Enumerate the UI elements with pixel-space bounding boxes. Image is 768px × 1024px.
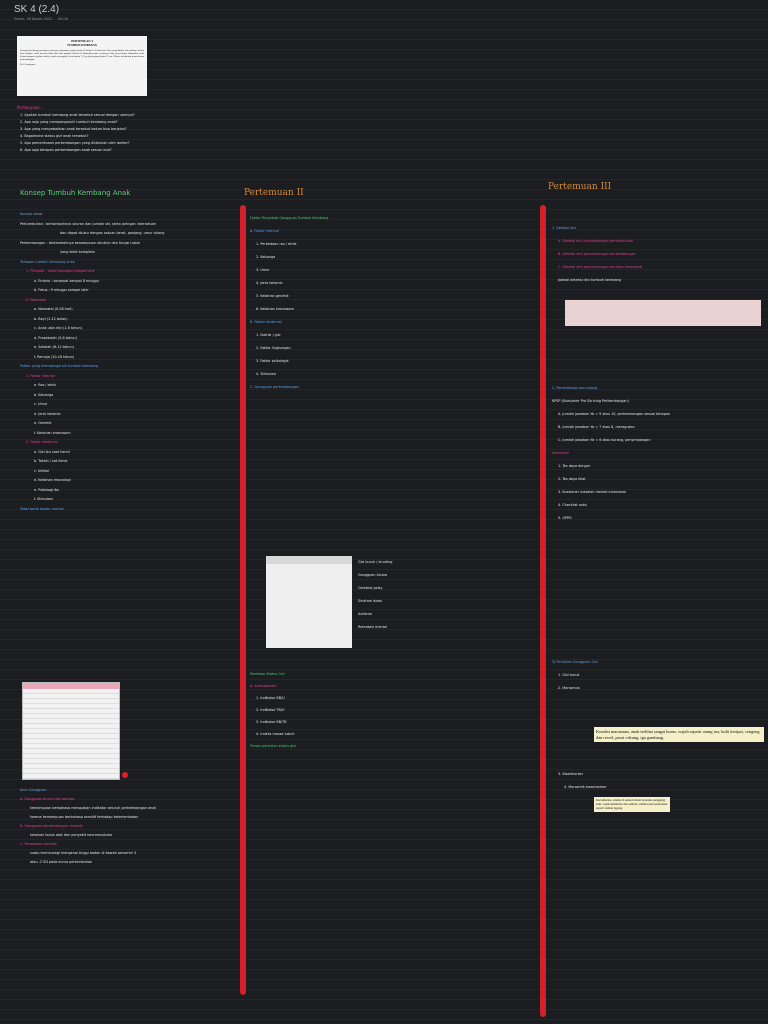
note-line: d. Prasekolah (3-6 tahun) xyxy=(34,335,77,340)
note-line: Gizi buruk / stunting xyxy=(358,560,393,564)
note-line: a. Gizi ibu saat hamil xyxy=(34,449,70,454)
question-item: 2. Apa saja yang mempengaruhi tumbuh kembang anak? xyxy=(20,120,118,124)
question-item: 4. Bagaimana status gizi anak tersebut? xyxy=(20,134,89,138)
note-line: yang lebih kompleks xyxy=(60,250,95,254)
col1-notes xyxy=(20,210,225,514)
note-line: b. Bayi (1-12 bulan) xyxy=(34,316,68,321)
date-text: Senin, 28 Maret 2022 xyxy=(14,16,53,21)
note-line: suatu terminologi mengenai tinggi badan di bawah persentil 3 xyxy=(30,851,136,855)
note-line: 5. GPPH xyxy=(558,516,572,520)
note-line: 1. Faktor internal xyxy=(26,373,55,378)
note-line: Retardasi mental xyxy=(358,625,387,629)
note-line: Perkembangan : bertambahnya kemampuan struktur dan fungsi tubuh xyxy=(20,240,141,245)
note-line: kelainan tonus otot dan penyakit neuromuskular xyxy=(30,833,113,837)
col1-lower-notes xyxy=(20,786,225,867)
note-line: A. Deteksi dini penyimpangan pertumbuhan xyxy=(558,239,634,243)
note-line: Pertumbuhan : bertambahnya ukuran dan jumlah sel, serta jaringan interseluler xyxy=(20,221,157,226)
note-line: 4. Marasmik-kwashiorkor xyxy=(564,785,607,789)
note-line: f. Remaja (10-18 tahun) xyxy=(34,354,75,359)
note-line: a. Ras / etnik xyxy=(34,383,57,387)
note-line: 1. Perbedaan ras / etnik xyxy=(256,242,297,246)
question-item: 5. Apa pemeriksaan perkembangan yang dilakukan oleh dokter? xyxy=(20,141,130,145)
col2-side-notes xyxy=(358,556,528,634)
note-line: 2. Postnatal xyxy=(26,297,46,302)
note-line: 1. Deteksi dini xyxy=(552,226,577,230)
note-line: B. Faktor eksternal xyxy=(250,320,282,324)
note-line: Proses penilaian status gizi xyxy=(250,744,296,748)
note-line: 2. Pemeriksaan penunjang xyxy=(552,386,598,390)
note-line: 2. Indikator TB/U xyxy=(256,708,285,712)
highlighted-marasmus-text: Kondisi marasmus, anak terlihat sangat kurus, wajah seperti orang tua, kulit keriput, cengeng dan rewel, perut cekung, iga gambang. xyxy=(594,727,764,742)
note-line: A. Gangguan bicara dan bahasa xyxy=(20,797,75,801)
note-line: Autisme xyxy=(358,612,372,616)
note-line: d. Kelainan imunologi xyxy=(34,478,71,482)
note-line: 5. Kelainan genetik xyxy=(256,294,289,298)
note-line: 1. Tes daya dengar xyxy=(558,464,591,468)
col3-heading: Pertemuan III xyxy=(548,182,612,192)
note-line: Konsep dasar xyxy=(20,212,43,216)
note-line: KPSP (Kuesioner Pra Skrining Perkembangan) xyxy=(552,399,629,403)
red-dot-marker xyxy=(122,772,128,778)
note-line: atau -2 SD pada kurva pertumbuhan xyxy=(30,860,93,864)
col3-mid-notes xyxy=(552,382,762,525)
paper-body: Seorang ibu datang membawa anak perempuannya yang berusia 18 bulan ke Puskesmas. Ibu mengeluhkan bila anaknya belum bisa berjalan. Anak tersebut tidak aktif dan tampak lebih kecil dibanding anak seusianya. Pada pemeriksaan didapatkan anak belum mampu berjalan sendiri, masih merangkak, berat badan 7,5 kg dan panjang badan 75 cm. Dokter melakukan pemeriksaan perkembangan. xyxy=(20,49,144,61)
col2-notes xyxy=(250,212,530,394)
note-line: C. Jumlah jawaban Ya = 6 atau kurang, penyimpangan xyxy=(558,438,651,442)
note-line: 3. Faktor psikologis xyxy=(256,359,289,363)
note-line: dan dapat diukur dengan satuan berat, panjang, umur tulang xyxy=(60,231,165,235)
questions-list xyxy=(20,112,200,154)
col3-bottom-notes xyxy=(558,768,758,794)
col1-heading: Konsep Tumbuh Kembang Anak xyxy=(20,189,131,197)
note-line: 2. Tes daya lihat xyxy=(558,477,586,481)
note-line: e. Psikologi ibu xyxy=(34,487,60,492)
note-line: Gangguan bicara xyxy=(358,573,388,577)
note-line: B. Jumlah jawaban Ya = 7 atau 8, meragukan xyxy=(558,425,635,429)
note-line: kemampuan berbahasa merupakan indikator seluruh perkembangan anak xyxy=(30,806,157,810)
note-line: Sindrom down xyxy=(358,599,383,603)
question-item: 1. Apakah tumbuh kembang anak tersebut sesuai dengan usianya? xyxy=(20,113,135,117)
col2-heading: Pertemuan II xyxy=(244,188,304,198)
note-line: 3. Indikator BB/TB xyxy=(256,720,287,724)
question-item: 6. Apa saja tahapan perkembangan anak sesuai usia? xyxy=(20,148,112,152)
note-line: 2. Faktor eksternal xyxy=(26,440,58,444)
table-row xyxy=(23,774,119,779)
column-divider xyxy=(240,205,246,995)
weight-table-image xyxy=(22,682,120,780)
note-line: d. Jenis kelamin xyxy=(34,411,61,416)
note-line: karena kemampuan berbahasa sensitif terhadap keterlambatan xyxy=(30,815,139,819)
note-line: 3. Kwashiorkor xyxy=(558,772,584,776)
note-line: A. Jumlah jawaban Ya = 9 atau 10, perkembangan sesuai tahapan xyxy=(558,412,671,416)
note-line: f. Stimulasi xyxy=(34,497,53,501)
note-line: 4. Indeks massa tubuh xyxy=(256,732,295,736)
note-line: B. Deteksi dini penyimpangan perkembangan xyxy=(558,252,636,256)
note-line: C. Deteksi dini penyimpangan perilaku emosional xyxy=(558,265,643,269)
page-date xyxy=(14,16,68,21)
note-line: 1. Gizi buruk xyxy=(558,673,580,677)
page-title: SK 4 (2.4) xyxy=(14,4,60,15)
note-line: e. Sekolah (6-12 tahun) xyxy=(34,345,74,349)
note-line: B. Gangguan perkembangan motorik xyxy=(20,824,83,828)
note-line: 3) Penilaian Gangguan Gizi xyxy=(552,660,598,664)
question-item: 3. Apa yang menyebabkan anak tersebut belum bisa berjalan? xyxy=(20,127,127,131)
pasted-case-text xyxy=(17,36,147,96)
pasted-schedule-image xyxy=(565,300,761,326)
note-line: c. Anak usia dini (1-6 tahun) xyxy=(34,326,82,330)
growth-chart-image xyxy=(266,556,352,648)
note-line: Tahapan tumbuh kembang anak xyxy=(20,259,75,264)
note-line: 1. Nutrisi / gizi xyxy=(256,333,281,337)
note-line: C. Perawakan pendek xyxy=(20,842,57,846)
note-line: 1. Prenatal : mulai konsepsi sampai lahir xyxy=(26,269,95,273)
note-line: c. Umur xyxy=(34,402,48,406)
note-line: Cerebral palsy xyxy=(358,586,383,590)
note-line: 1. Indikator BB/U xyxy=(256,696,285,700)
questions-label: Pertanyaan : xyxy=(17,105,43,110)
note-line: Faktor Penyebab Gangguan Tumbuh Kembang xyxy=(250,216,329,220)
col2-lower-notes xyxy=(250,668,530,752)
note-line: 6. Kelainan kromosom xyxy=(256,307,294,311)
note-line: 4. Stimulasi xyxy=(256,372,276,376)
note-line: 2. Marasmus xyxy=(558,686,580,690)
column-divider xyxy=(540,205,546,1017)
note-line: Jenis Gangguan xyxy=(20,788,47,792)
note-line: Penilaian Status Gizi xyxy=(250,672,285,676)
col3-lower-notes xyxy=(552,656,762,695)
note-line: 3. Umur xyxy=(256,268,270,272)
note-line: 3. Kuesioner masalah mental emosional xyxy=(558,490,626,494)
note-line: Intervensi xyxy=(552,451,569,455)
highlighted-kwashiorkor-text: Kwashiorkor, edema di seluruh tubuh terutama punggung kaki, wajah membulat dan sembab, rambut tipis kemerahan seperti rambut jagung. xyxy=(594,797,670,812)
note-line: f. Kelainan kromosom xyxy=(34,430,71,435)
note-line: Faktor yang mempengaruhi tumbuh kembang xyxy=(20,364,99,368)
paper-heading-1: PERTEMUAN 4 xyxy=(71,39,93,43)
image-header-bar xyxy=(266,556,352,564)
note-line: C. Gangguan perkembangan xyxy=(250,385,299,389)
col3-notes xyxy=(552,222,762,287)
note-line: c. Infeksi xyxy=(34,468,50,473)
note-line: b. Fetus : 9 minggu sampai lahir xyxy=(34,288,89,292)
note-line: 4. Jenis kelamin xyxy=(256,281,283,285)
note-line: a. Embrio : konsepsi sampai 8 minggu xyxy=(34,278,99,283)
paper-heading-2: TUMBUH KEMBANG xyxy=(66,43,98,47)
note-line: 4. Checklist autis xyxy=(558,503,588,507)
note-line: e. Genetik xyxy=(34,421,52,425)
note-line: 2. Keluarga xyxy=(256,255,276,259)
paper-footer: Kel. Pertanyaan xyxy=(20,63,36,66)
note-line: a. Neonatal (0-28 hari) xyxy=(34,307,73,311)
note-line: Tabel berat badan normal xyxy=(20,506,64,511)
time-text: 00.08 xyxy=(57,16,68,21)
note-line: 2. Faktor lingkungan xyxy=(256,346,291,350)
note-line: Jadwal deteksi dini tumbuh kembang xyxy=(558,278,621,282)
note-line: A. Faktor internal xyxy=(250,229,279,233)
note-line: A. Antropometri xyxy=(250,684,277,688)
note-line: b. Keluarga xyxy=(34,392,54,397)
note-line: b. Toksin / zat kimia xyxy=(34,459,68,463)
